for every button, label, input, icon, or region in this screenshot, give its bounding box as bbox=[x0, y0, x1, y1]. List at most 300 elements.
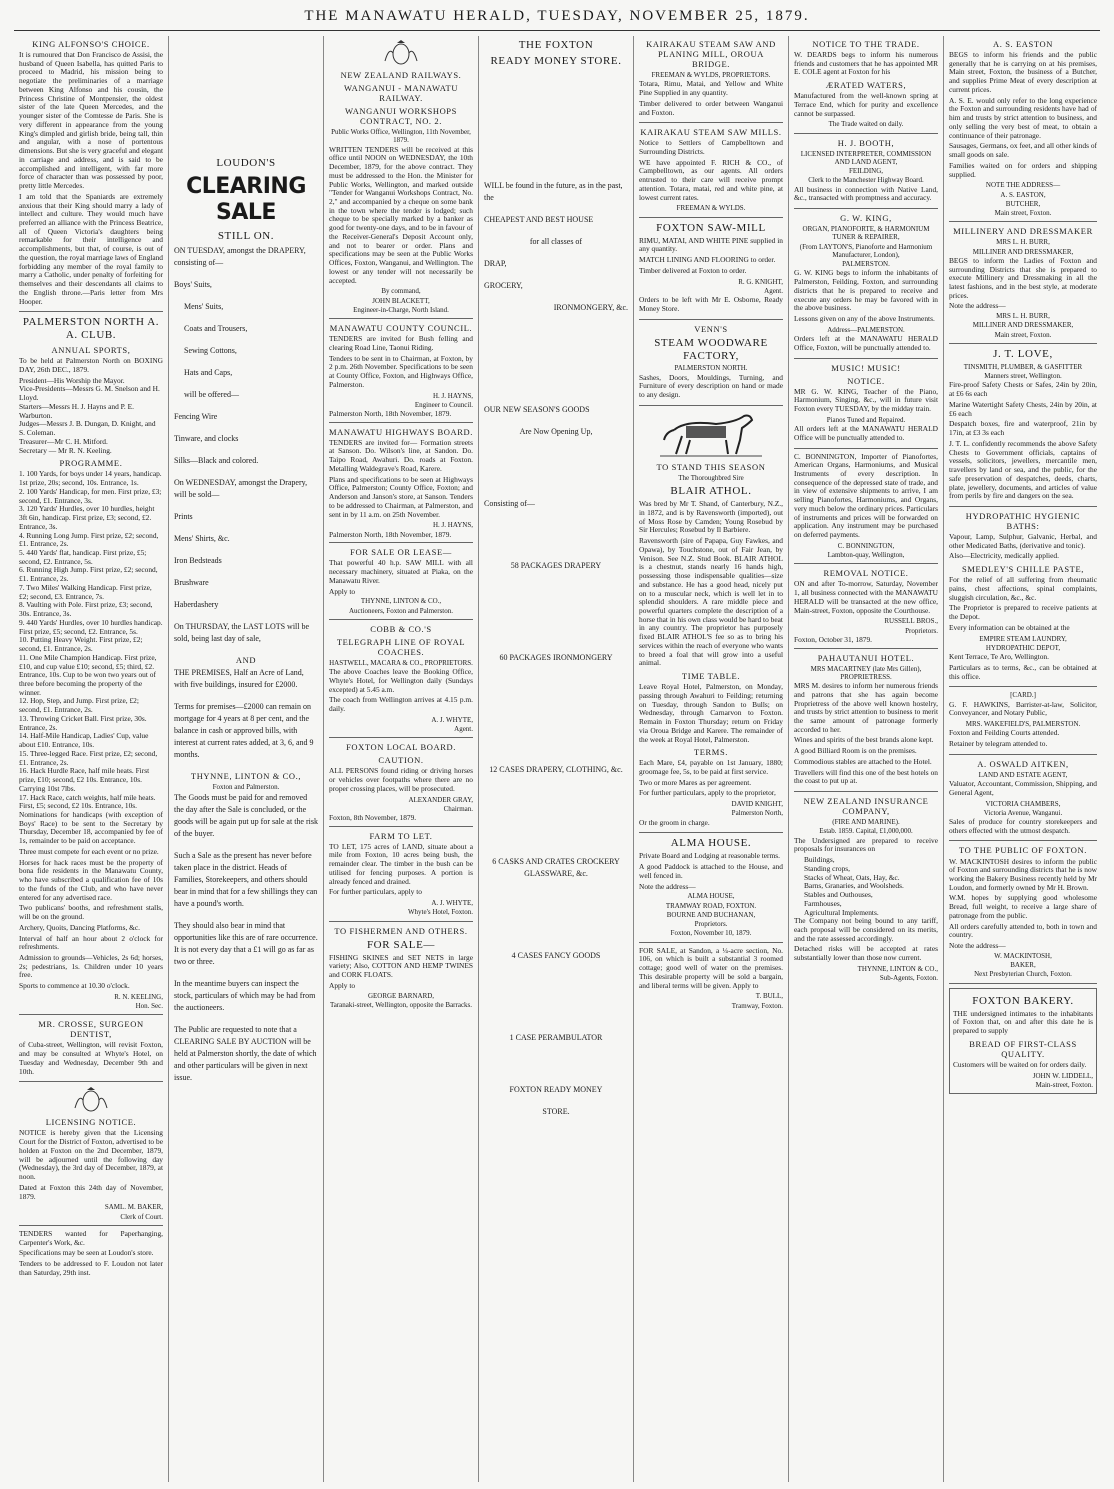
ad-subtitle: WANGANUI - MANAWATU RAILWAY. bbox=[343, 83, 459, 104]
foxton-bakery-ad bbox=[949, 988, 1097, 1094]
list-item: Mens' Shirts, &c. bbox=[174, 533, 230, 543]
ad-title: MUSIC! MUSIC! bbox=[831, 362, 901, 373]
list-item: 7. Two Miles' Walking Handicap. First prize, £2; second, £3. Entrance, 7s. bbox=[19, 582, 152, 601]
ad-text: By command, bbox=[381, 287, 421, 296]
signature: Main street, Foxton. bbox=[994, 209, 1052, 218]
ad-text: On WEDNESDAY, amongst the Drapery, will be sold— bbox=[174, 477, 308, 499]
ad-text: Fire-proof Safety Chests or Safes, 24in by 20in, at £6 6s each bbox=[949, 380, 1097, 399]
ad-text: Sports to commence at 10.30 o'clock. bbox=[19, 981, 130, 991]
ad-subtitle: READY MONEY STORE. bbox=[490, 54, 622, 67]
ad-text: Address—PALMERSTON. bbox=[827, 325, 905, 334]
list-item: 13. Throwing Cricket Ball. First prize, 30s. Entrance, 2s. bbox=[19, 713, 147, 732]
signature: JOHN W. LIDDELL, bbox=[1032, 1071, 1093, 1080]
list-item: IRONMONGERY, &c. bbox=[553, 302, 628, 312]
list-item: Stacks of Wheat, Oats, Hay, &c. bbox=[804, 872, 900, 882]
masthead: THE MANAWATU HERALD, TUESDAY, NOVEMBER 25, 1879. bbox=[304, 8, 810, 24]
ad-subtitle: ÆRATED WATERS, bbox=[825, 80, 907, 91]
list-item: 1 CASE PERAMBULATOR bbox=[509, 1032, 603, 1042]
ad-subtitle: (FIRE AND MARINE). bbox=[832, 818, 900, 827]
ad-subtitle: STEAM WOODWARE FACTORY, bbox=[654, 336, 768, 362]
ad-subtitle: The Thoroughbred Sire bbox=[678, 473, 744, 482]
ad-date: Foxton, 8th November, 1879. bbox=[329, 813, 417, 822]
column-5 bbox=[634, 36, 789, 1482]
list-item: 10. Putting Heavy Weight. First prize, £2; second, £1. Entrance, 2s. bbox=[19, 635, 143, 654]
article-title: KING ALFONSO'S CHOICE. bbox=[32, 39, 150, 49]
column-3 bbox=[324, 36, 479, 1482]
signature: MILLINER AND DRESSMAKER, bbox=[972, 321, 1074, 330]
ad-text: NOTICE is hereby given that the Licensing Court for the District of Foxton, advertised to be holden at Foxton on the 2nd December, 1879, will be adjourned until the following day (Wednesday), the 3rd day of December, 1879, at noon. bbox=[19, 1128, 163, 1182]
ad-title: A. OSWALD AITKEN, bbox=[977, 758, 1069, 769]
list-item: 17. Hack Race, catch weights, half mile heats. First, £5; second, £2 10s. Entrance, 10s. bbox=[19, 792, 156, 811]
royal-crest-icon bbox=[381, 39, 421, 67]
ad-subtitle: Manners street, Wellington. bbox=[984, 372, 1062, 381]
ad-subtitle: MRS MACARTNEY (late Mrs Gillen), PROPRIETRESS. bbox=[810, 664, 922, 681]
ad-text: THE PREMISES, Half an Acre of Land, with five buildings, insured for £2000. bbox=[174, 667, 304, 689]
ad-text: Vapour, Lamp, Sulphur, Galvanic, Herbal, and other Medicated Baths, (derivative and tonic). bbox=[949, 532, 1097, 550]
railways-ad bbox=[329, 39, 473, 319]
ad-subtitle: TINSMITH, PLUMBER, & GASFITTER bbox=[963, 362, 1083, 371]
alma-house-ad bbox=[639, 837, 783, 942]
signature: ALMA HOUSE, bbox=[687, 892, 735, 901]
ad-text: BEGS to inform his friends and the public generally that he is carrying on at his premises, Main street, Foxton, the business of a Butcher, and supplies Prime Meat of every description at current prices. bbox=[949, 50, 1097, 94]
ad-subtitle: Victoria Avenue, Wanganui. bbox=[983, 808, 1063, 817]
signature: Proprietors. bbox=[694, 920, 728, 929]
ad-subtitle: FEILDING, bbox=[848, 167, 884, 176]
ad-text: Manufactured from the well-known spring at Terrace End, which for purity and excellence cannot be surpassed. bbox=[794, 91, 938, 118]
ad-text: Apply to bbox=[329, 980, 356, 990]
signature: Chairman. bbox=[443, 804, 473, 813]
list-item: 6 CASKS AND CRATES CROCKERY GLASSWARE, &c. bbox=[492, 856, 620, 878]
list-item: 3. 120 Yards' Hurdles, over 10 hurdles, height 3ft 6in, handicap. First prize, £3; second, £2. Entrance, 3s. bbox=[19, 504, 155, 531]
list-item: 58 PACKAGES DRAPERY bbox=[510, 560, 602, 570]
ad-title: TO THE PUBLIC OF FOXTON. bbox=[959, 845, 1087, 856]
clearing-sale-heading: CLEARING SALE bbox=[186, 173, 306, 225]
column-1 bbox=[14, 36, 169, 1482]
ad-title: LOUDON'S bbox=[216, 157, 276, 169]
list-item: Treasurer—Mr C. H. Mitford. bbox=[19, 436, 108, 446]
ad-text: Specifications may be seen at Loudon's store. bbox=[19, 1248, 154, 1258]
ad-text: Tenders to be sent in to Chairman, at Foxton, by 2 p.m. 26th November. Specifications to be seen at County Office, Foxton, and Highways Office, Palmerston. bbox=[329, 353, 473, 389]
list-item: 6. Running High Jump. First prize, £2; second, £1. Entrance, 2s. bbox=[19, 565, 158, 584]
ad-title: MANAWATU COUNTY COUNCIL. bbox=[329, 323, 473, 334]
ad-subtitle: VICTORIA CHAMBERS, bbox=[985, 799, 1061, 808]
ad-title: TO STAND THIS SEASON bbox=[656, 461, 766, 472]
ad-date: Foxton, October 31, 1879. bbox=[794, 634, 873, 644]
spacer bbox=[484, 1054, 628, 1084]
ad-subtitle: ORGAN, PIANOFORTE, & HARMONIUM TUNER & REPAIRER, bbox=[802, 225, 930, 242]
ad-text: Totara, Rimu, Matai, and Yellow and White Pine Supplied in any quantity. bbox=[639, 79, 783, 98]
blair-athol-ad bbox=[639, 410, 783, 834]
list-item: 60 PACKAGES IRONMONGERY bbox=[499, 652, 613, 662]
ad-text: Travellers will find this one of the best hotels on the coast to put up at. bbox=[794, 767, 938, 786]
ad-title: KAIRAKAU STEAM SAW AND PLANING MILL, OROUA BRIDGE. bbox=[646, 39, 776, 70]
ad-text: Valuator, Accountant, Commission, Shipping, and General Agent, bbox=[949, 779, 1097, 797]
ad-text: Horses for hack races must be the property of bona fide residents in the Manawatu County, who have subscribed a qualification fee of 10s to the funds of the Club, and who have never entered for any advertised race. bbox=[19, 857, 163, 902]
ad-text: A good Billiard Room is on the premises. bbox=[794, 746, 917, 756]
kairakau-mills-notice bbox=[639, 127, 783, 217]
signature: THYNNE, LINTON & CO., bbox=[360, 597, 442, 606]
aitken-agent-ad bbox=[949, 759, 1097, 842]
ad-subtitle: HYDROPATHIC DEPOT, bbox=[985, 643, 1061, 652]
list-item: 16. Hack Hurdle Race, half mile heats. First prize, £10; second, £2 10s. Entrance, 10s. Carrying 10st 7lbs. bbox=[19, 766, 150, 793]
ad-text: All orders left at the MANAWATU HERALD Office will be punctually attended to. bbox=[794, 424, 938, 442]
signature: Tramway, Foxton. bbox=[731, 1001, 783, 1010]
insurance-ad bbox=[794, 796, 938, 986]
list-item: Iron Bedsteads bbox=[174, 555, 222, 565]
ad-subtitle: MRS. WAKEFIELD'S, PALMERSTON. bbox=[965, 720, 1081, 729]
ad-subtitle: PALMERSTON. bbox=[842, 260, 890, 269]
ad-title: FOXTON SAW-MILL bbox=[656, 221, 766, 234]
ad-title: THE FOXTON bbox=[518, 39, 594, 51]
officials-list bbox=[19, 377, 163, 456]
ad-text: Notice to Settlers of Campbelltown and Surrounding Districts. bbox=[639, 138, 783, 156]
list-item: Vice-Presidents—Messrs G. M. Snelson and H. Lloyd. bbox=[19, 384, 160, 403]
programme-title: PROGRAMME. bbox=[59, 458, 123, 469]
column-7 bbox=[944, 36, 1102, 1482]
ad-text: Two or more Mares as per agreement. bbox=[639, 777, 752, 787]
ad-text: MATCH LINING AND FLOORING to order. bbox=[639, 255, 776, 265]
ad-title: ALMA HOUSE. bbox=[670, 837, 752, 850]
ad-text: Retainer by telegram attended to. bbox=[949, 739, 1048, 749]
signature: H. J. HAYNS, bbox=[432, 391, 473, 400]
county-council-ad bbox=[329, 323, 473, 423]
ad-subtitle: BREAD OF FIRST-CLASS QUALITY. bbox=[969, 1038, 1077, 1059]
ad-text: Orders to be left with Mr E. Osborne, Ready Money Store. bbox=[639, 295, 783, 313]
signature: Palmerston North, bbox=[731, 809, 783, 818]
cobb-coaches-ad bbox=[329, 624, 473, 738]
footer-line: FOXTON READY MONEY bbox=[509, 1084, 603, 1094]
list-item: President—His Worship the Mayor. bbox=[19, 375, 125, 385]
ad-date: Public Works Office, Wellington, 11th November, 1879. bbox=[331, 128, 471, 145]
hydropathic-ad bbox=[949, 511, 1097, 687]
ad-text: The Trade waited on daily. bbox=[828, 120, 904, 129]
ad-subtitle: STILL ON. bbox=[217, 229, 275, 242]
ad-text: All business in connection with Native Land, &c., transacted with promptness and accuracy. bbox=[794, 184, 938, 203]
ad-text: RIMU, MATAI, AND WHITE PINE supplied in any quantity. bbox=[639, 235, 783, 254]
signature: Next Presbyterian Church, Foxton. bbox=[974, 970, 1072, 979]
ad-text: The Proprietor is prepared to receive patients at the Depot. bbox=[949, 603, 1097, 622]
list-item: Prints bbox=[174, 511, 193, 521]
list-item: will be offered— bbox=[184, 389, 239, 399]
ad-text: Plans and specifications to be seen at Highways Office, Palmerston; County Office, Foxton; and Anderson and Janson's store, at Sanson. Tenders to be addressed to Chairman, at Palmerston, and sent in by 11 a.m. on 25th November. bbox=[329, 474, 473, 519]
ad-text: Such a Sale as the present has never before taken place in the district. Heads of Families, Storekeepers, and others should bear in mind that for a few shillings they can have a pound's worth. bbox=[174, 851, 318, 909]
ad-title: TO FISHERMEN AND OTHERS. bbox=[334, 925, 468, 936]
love-tinsmith-ad bbox=[949, 348, 1097, 507]
signature: Whyte's Hotel, Foxton. bbox=[407, 908, 473, 917]
list-item: 11. One Mile Champion Handicap. First prize, £10, and cup value £10; second, £5; third, £2. Entrance, 10s. Cup to be won two years out of three before becoming the property of the winner. bbox=[19, 652, 157, 697]
list-item: GROCERY, bbox=[484, 280, 523, 290]
ad-text: The Company not being bound to any tariff, each proposal will be considered on its merits, and the rate assessed accordingly. bbox=[794, 916, 938, 943]
signature: Agent. bbox=[764, 286, 783, 295]
ad-text: Sausages, Germans, ox feet, and all other kinds of small goods on sale. bbox=[949, 141, 1097, 160]
ad-subtitle: NOTICE. bbox=[847, 375, 885, 386]
ad-text: WE have appointed F. RICH & CO., of Campbelltown, as our agents. All orders entrusted to their care will receive prompt attention. Totara, matai, red and white pine, at lowest current rates. bbox=[639, 157, 783, 202]
list-item: 4. Running Long Jump. First prize, £2; second, £1. Entrance, 2s. bbox=[19, 530, 159, 549]
column-6 bbox=[789, 36, 944, 1482]
signature: RUSSELL BROS., bbox=[884, 617, 938, 626]
list-item: Sewing Cottons, bbox=[184, 345, 237, 355]
ad-title: G. W. KING, bbox=[840, 213, 892, 224]
pahautanui-hotel-ad bbox=[794, 653, 938, 793]
list-item: Coats and Trousers, bbox=[184, 323, 248, 333]
kairakau-mill-ad bbox=[639, 39, 783, 123]
spacer bbox=[484, 582, 628, 652]
ad-text: Each Mare, £4, payable on 1st January, 1880; groomage fee, 5s, to be paid at first service. bbox=[639, 758, 783, 777]
signature: R. G. KNIGHT, bbox=[738, 277, 783, 286]
ad-text: CHEAPEST AND BEST HOUSE bbox=[484, 214, 594, 224]
ad-text: FOR SALE, at Sandon, a ¼-acre section, No. 106, on which is built a substantial 3 roomed cottage; good well of water on the premises. This desirable property will be sold a bargain, and liberal terms will be given. Apply to bbox=[639, 945, 783, 990]
removal-notice-ad bbox=[794, 568, 938, 648]
ad-title: NOTICE TO THE TRADE. bbox=[812, 39, 920, 49]
ad-text: Dated at Foxton this 24th day of November, 1879. bbox=[19, 1182, 163, 1201]
list-item: 8. Vaulting with Pole. First prize, £3; second, 30s. Entrance, 3s. bbox=[19, 600, 153, 619]
ad-subtitle: CAUTION. bbox=[378, 755, 424, 766]
ad-title: PALMERSTON NORTH A. A. CLUB. bbox=[22, 316, 160, 342]
ad-subtitle: WANGANUI WORKSHOPS CONTRACT, NO. 2. bbox=[345, 106, 457, 127]
spacer bbox=[484, 70, 628, 180]
ad-text: Or the groom in charge. bbox=[639, 817, 710, 827]
ad-title: FOXTON BAKERY. bbox=[972, 994, 1074, 1007]
ad-subtitle: Estab. 1859. Capital, £1,000,000. bbox=[819, 827, 913, 836]
signature: BUTCHER, bbox=[1005, 199, 1041, 208]
venn-factory-ad bbox=[639, 324, 783, 406]
ad-text: NOTE THE ADDRESS— bbox=[985, 181, 1061, 190]
ad-text: On THURSDAY, the LAST LOTS will be sold, being last day of sale, bbox=[174, 621, 310, 643]
list-item: 15. Three-legged Race. First prize, £2; second, £1. Entrance, 2s. bbox=[19, 748, 158, 767]
ad-text: Timber delivered at Foxton to order. bbox=[639, 265, 747, 275]
masthead-rule bbox=[14, 30, 1100, 31]
ad-subtitle: SMEDLEY'S CHILLE PASTE, bbox=[962, 564, 1084, 575]
ad-text: Lessons given on any of the above Instruments. bbox=[794, 314, 935, 324]
signature: TRAMWAY ROAD, FOXTON. bbox=[665, 901, 757, 910]
ad-text: Timber delivered to order between Wanganui and Foxton. bbox=[639, 98, 783, 117]
ad-text: Wines and spirits of the best brands alone kept. bbox=[794, 735, 934, 745]
ad-text: For further particulars, apply to bbox=[329, 887, 422, 897]
ad-date: Palmerston North, 18th November, 1879. bbox=[329, 529, 452, 539]
horse-engraving-icon bbox=[656, 410, 766, 458]
list-item: Buildings, bbox=[804, 855, 835, 865]
ad-text: The Undersigned are prepared to receive proposals for insurances on bbox=[794, 835, 938, 854]
list-item: Mens' Suits, bbox=[184, 301, 224, 311]
ad-text: Orders left at the MANAWATU HERALD Office, Foxton, will be punctually attended to. bbox=[794, 334, 938, 352]
bonnington-ad bbox=[794, 453, 938, 565]
ad-text: Sashes, Doors, Mouldings, Turning, and Furniture of every description on hand or made to any design. bbox=[639, 372, 783, 400]
ad-text: Marine Watertight Safety Chests, 24in by 20in, at £6 each bbox=[949, 399, 1097, 418]
list-item: 14. Half-Mile Handicap, Ladies' Cup, value about £10. Entrance, 10s. bbox=[19, 731, 149, 750]
ad-text: Interval of half an hour about 2 o'clock for refreshments. bbox=[19, 933, 163, 952]
list-item: 1. 100 Yards, for boys under 14 years, handicap. 1st prize, 20s; second, 10s. Entrance, 1s. bbox=[19, 469, 162, 488]
sports-ad bbox=[19, 316, 163, 1015]
signature: Engineer-in-Charge, North Island. bbox=[353, 305, 449, 314]
ad-text: Private Board and Lodging at reasonable terms. bbox=[639, 851, 780, 861]
ad-text: THE undersigned intimates to the inhabitants of Foxton that, on and after this date he is prepared to supply bbox=[953, 1008, 1093, 1036]
signature: A. J. WHYTE, bbox=[431, 899, 473, 908]
list-item: DRAP, bbox=[484, 258, 507, 268]
ad-text: Was bred by Mr T. Shand, of Canterbury, N.Z., in 1872, and is by Ravensworth (imported), out of Moss Rose by Camden; Young Rosebud by Sir Hercules; Rosebud by Il Barbiere. bbox=[639, 499, 783, 535]
signature: H. J. HAYNS, bbox=[432, 521, 473, 530]
signature: T. BULL, bbox=[755, 992, 783, 1001]
ad-text: Archery, Quoits, Dancing Platforms, &c. bbox=[19, 922, 141, 932]
ad-title: FOR SALE OR LEASE— bbox=[350, 547, 452, 558]
spacer bbox=[484, 448, 628, 498]
ad-text: C. BONNINGTON, Importer of Pianofortes, American Organs, Harmoniums, and Musical Instruments of every description. In consequence of the depressed state of trade, and in view of extensive shipments to arrive, I am selling Pianofortes, Harmoniums, and Organs, very much below the ordinary prices. Particulars of instruments and prices will be forwarded on application. Any instrument may be purchased on deferred payments. bbox=[794, 451, 938, 540]
ad-text: ON and after To-morrow, Saturday, November 1, all business connected with the MANAWATU HERALD will be transacted at the new office, Main-street, Foxton, opposite the Courthouse. bbox=[794, 579, 938, 615]
list-item: Boys' Suits, bbox=[174, 279, 212, 289]
ad-subtitle: FOR SALE— bbox=[366, 938, 436, 951]
ad-text: Admission to grounds—Vehicles, 2s 6d; horses, 2s; pedestrians, 1s. Children under 10 years free. bbox=[19, 953, 163, 980]
ad-text: of Cuba-street, Wellington, will revisit Foxton, and may be consulted at Whyte's Hotel, on Tuesday and Wednesday, December 9th and 10th. bbox=[19, 1040, 163, 1076]
programme-list bbox=[19, 470, 163, 811]
ad-text: TENDERS are invited for Bush felling and clearing Road Line, Taonui Riding. bbox=[329, 334, 473, 352]
signature: Sub-Agents, Foxton. bbox=[879, 974, 938, 983]
sandon-sale-ad bbox=[639, 947, 783, 1014]
ad-text: Every information can be obtained at the bbox=[949, 622, 1070, 632]
signature: W. MACKINTOSH, bbox=[994, 951, 1052, 960]
columns bbox=[14, 36, 1102, 1482]
fishermen-ad bbox=[329, 926, 473, 1013]
ad-text: G. F. HAWKINS, Barrister-at-law, Solicitor, Conveyancer, and Notary Public, bbox=[949, 699, 1097, 718]
list-item: Tinware, and clocks bbox=[174, 433, 239, 443]
article-text: I am told that the Spaniards are extremely anxious that their King should marry a lady of intellect and culture. They would much have preferred an alliance with the Princess Beatrice, all of Queen Victoria's daughters being remarkable for their intelligence and accomplishments, but that, of course, is out of the question, the royal marriage laws of England forbidding any member of the royal family to marry a Catholic, under penalty of forfeiting for themselves and their descendants all claims to the English throne.—Paris letter from Mrs Hooper. bbox=[19, 191, 163, 306]
ad-text: TENDERS are invited for— Formation streets at Sanson. Do. Wilson's line, at Sandon. Do. Taipo Road, Awahuri. Do. roads at Foxton. Metalling Waldegrave's Road, Karere. bbox=[329, 437, 473, 473]
hawkins-card-ad bbox=[949, 691, 1097, 754]
list-item: OUR NEW SEASON'S GOODS bbox=[484, 404, 590, 414]
mackintosh-bakery-ad bbox=[949, 845, 1097, 983]
ad-text: BEGS to inform the Ladies of Foxton and surrounding Districts that she is prepared to execute Millinery and Dressmaking in all the latest fashions, and in the best style, at moderate prices. bbox=[949, 255, 1097, 300]
signature: BOURNE AND BUCHANAN, bbox=[666, 910, 756, 919]
ad-title: FARM TO LET. bbox=[369, 830, 433, 841]
footer-line: STORE. bbox=[542, 1106, 570, 1116]
ad-text: The above Coaches leave the Booking Office, Whyte's Hotel, for Wellington daily (Sundays excepted) at 5.45 a.m. bbox=[329, 667, 473, 694]
ad-text: Tenders to be addressed to F. Loudon not later than Saturday, 29th inst. bbox=[19, 1259, 163, 1277]
ad-text: That powerful 40 h.p. SAW MILL with all necessary machinery, situated at Piaka, on the Manawatu River. bbox=[329, 558, 473, 585]
ad-subtitle: MRS L. H. BURR, bbox=[996, 238, 1050, 247]
ad-title: A. S. EASTON bbox=[993, 39, 1053, 49]
easton-butcher-ad bbox=[949, 39, 1097, 222]
ad-text: In the meantime buyers can inspect the stock, particulars of which may be had from the auctioneers. bbox=[174, 979, 316, 1013]
list-item: Brushware bbox=[174, 577, 209, 587]
ad-text: Also—Electricity, medically applied. bbox=[949, 551, 1059, 561]
ad-title: NEW ZEALAND RAILWAYS. bbox=[340, 70, 462, 80]
ad-text: Pianos Tuned and Repaired. bbox=[826, 415, 906, 424]
list-item: Judges—Messrs J. B. Dungan, D. Knight, and S. Coleman. bbox=[19, 419, 156, 438]
ad-text: Terms for premises—£2000 can remain on mortgage for 4 years at 8 per cent, and the balance in cash or approved bills, with interest at current rates added, at 3, 6, and 9 months. bbox=[174, 701, 314, 759]
ad-text: FISHING SKINES and SET NETS in large variety; Also, COTTON AND HEMP TWINES and CORK FLOATS. bbox=[329, 952, 473, 980]
ad-text: Apply to bbox=[329, 586, 356, 596]
ad-text: for all classes of bbox=[529, 236, 583, 246]
ad-title: J. T. LOVE, bbox=[993, 347, 1053, 360]
signature: FREEMAN & WYLDS. bbox=[676, 204, 746, 213]
ad-text: A. S. E. would only refer to the long experience the Foxton and surrounding residents have had of him and trusts by strict attention to business, and only selling the very best of meat, to obtain a continuance of their patronage. bbox=[949, 95, 1097, 140]
ad-text: W. MACKINTOSH desires to inform the public of Foxton and surrounding districts that he is now working the Bakery Business recently held by Mr Loudon, and formerly owned by Mr H. Brown. bbox=[949, 856, 1097, 892]
list-item: Hats and Caps, bbox=[184, 367, 233, 377]
music-notice-ad bbox=[794, 363, 938, 449]
ad-title: FOXTON LOCAL BOARD. bbox=[346, 742, 456, 753]
list-item: Haberdashery bbox=[174, 599, 219, 609]
ad-subtitle: (From LAYTON'S, Pianoforte and Harmonium Manufacturer, London), bbox=[799, 242, 933, 259]
ad-text: J. T. L. confidently recommends the above Safety Chests to Government officials, captains of vessels, solicitors, jewellers, mercantile men, travellers by land or sea, and the public, for the safe preservation of despatches, deeds, charts, plate, jewellery, documents, and articles of value from perils by fire and dangers on the sea. bbox=[949, 438, 1097, 501]
ad-text: Customers will be waited on for orders daily. bbox=[953, 1059, 1087, 1069]
ad-title: LICENSING NOTICE. bbox=[45, 1117, 137, 1128]
column-4 bbox=[479, 36, 634, 1482]
ad-text: Ravensworth (sire of Papapa, Guy Fawkes, and Opawa), by Touchstone, out of Fair Jean, by Venison. See N.Z. Stud Book. BLAIR ATHOL is a chestnut, stands nearly 16 hands high, possessing those indispensable qualities—size and substance. He has a good head, nicely put on to a muscular neck, which is well let in to splendid shoulders. A rare middle piece and powerful quarters complete the description of a horse that in his own class would be hard to beat in any country. The proprietor has purposely fixed BLAIR ATHOL'S fee so as to bring his services within the reach of everyone who wants to breed a foal that will grow into a useful animal. bbox=[639, 536, 783, 668]
ad-text: WILL be found in the future, as in the past, the bbox=[484, 180, 623, 202]
signature: Engineer to Council. bbox=[414, 400, 473, 409]
ad-text: Foxton and Feilding Courts attended. bbox=[949, 728, 1060, 738]
ad-subtitle: ANNUAL SPORTS, bbox=[51, 345, 131, 356]
signature: Main-street, Foxton. bbox=[1035, 1080, 1093, 1089]
ad-text: They should also bear in mind that opportunities like this are of rare occurrence. It is not every day that a £1 will go as far as two or three. bbox=[174, 921, 318, 967]
spacer bbox=[484, 972, 628, 1032]
ad-subtitle: EMPIRE STEAM LAUNDRY, bbox=[979, 634, 1067, 643]
ad-text: The Goods must be paid for and removed the day after the Sale is concluded, or the goods will be again put up for sale at the risk of the buyer. bbox=[174, 793, 318, 839]
signature: A. J. WHYTE, bbox=[431, 715, 473, 724]
ad-text: For the relief of all suffering from rheumatic pains, chest affections, spinal complaints, sluggish circulation, &c., &c. bbox=[949, 575, 1097, 602]
ad-text: The coach from Wellington arrives at 4.15 p.m. daily. bbox=[329, 695, 473, 714]
ad-text: Particulars as to terms, &c., can be obtained at this office. bbox=[949, 662, 1097, 681]
ad-text: W. DEARDS begs to inform his numerous friends and customers that he has appointed MR E. COLE agent at Foxton for his bbox=[794, 50, 938, 77]
dentist-ad bbox=[19, 1019, 163, 1082]
signature: Hon. Sec. bbox=[135, 1002, 163, 1011]
farm-to-let-ad bbox=[329, 831, 473, 922]
list-item: Agricultural Implements. bbox=[804, 907, 879, 917]
list-item: 12. Hop, Step, and Jump. First prize, £2; second, £1. Entrance, 2s. bbox=[19, 696, 139, 715]
ad-text: Consisting of— bbox=[484, 498, 535, 508]
ad-title: VENN'S bbox=[694, 323, 728, 334]
firm-name: THYNNE, LINTON & CO., bbox=[190, 770, 302, 781]
column-2 bbox=[169, 36, 324, 1482]
signature: Auctioneers, Foxton and Palmerston. bbox=[348, 606, 453, 615]
spacer bbox=[174, 36, 318, 154]
ad-subtitle: TIME TABLE. bbox=[681, 671, 741, 682]
signature: Proprietors. bbox=[905, 626, 938, 635]
list-item: Farmhouses, bbox=[804, 898, 842, 908]
ad-subtitle: LAND AND ESTATE AGENT, bbox=[978, 770, 1068, 779]
ad-subtitle: FREEMAN & WYLDS, PROPRIETORS. bbox=[651, 71, 771, 80]
signature: Main street, Foxton. bbox=[994, 330, 1052, 339]
list-item: Secretary — Mr R. N. Keeling. bbox=[19, 445, 112, 455]
ad-text: The Public are requested to note that a CLEARING SALE BY AUCTION will be held at Palmerston shortly, the date of which and other particulars will be given in next issue. bbox=[174, 1025, 317, 1083]
ad-text: Nominations for handicaps (with exception of Boys' Race) to be sent to the Secretary by Thursday, December 18, accompanied by fee of 1s, remainder to be paid on acceptance. bbox=[19, 810, 163, 846]
ad-text: MRS M. desires to inform her numerous friends and patrons that she has again become Proprietress of the above well known hostelry, and trusts by strict attention to business to merit the same amount of patronage formerly accorded to her. bbox=[794, 681, 938, 734]
spacer bbox=[484, 786, 628, 856]
signature: SAML. M. BAKER, bbox=[104, 1203, 163, 1212]
ad-subtitle: [CARD.] bbox=[1010, 691, 1036, 700]
ad-text: W.M. hopes by supplying good wholesome Bread, full weight, to receive a large share of patronage from the public. bbox=[949, 893, 1097, 920]
list-item: 5. 440 Yards' flat, handicap. First prize, £5; second, £2. Entrance, 5s. bbox=[19, 547, 147, 566]
list-item: 9. 440 Yards' Hurdles, over 10 hurdles handicap. First prize, £5; second, £2. Entrance, 5s. bbox=[19, 617, 163, 636]
list-item: Standing crops, bbox=[804, 863, 850, 873]
ad-text: MR G. W. KING, Teacher of the Piano, Harmonium, Singing, &c., will in future visit Foxton every TUESDAY, by the midday train. bbox=[794, 386, 938, 414]
ad-text: All orders carefully attended to, both in town and country. bbox=[949, 921, 1097, 940]
signature: Taranaki-street, Wellington, opposite the Barracks. bbox=[329, 1000, 473, 1009]
list-item: 12 CASES DRAPERY, CLOTHING, &c. bbox=[489, 764, 623, 774]
signature: THYNNE, LINTON & CO., bbox=[857, 964, 938, 973]
ad-text: Note the address— bbox=[639, 881, 696, 891]
ad-title: MILLINERY AND DRESSMAKER bbox=[953, 226, 1093, 237]
millinery-ad bbox=[949, 226, 1097, 344]
ad-title: REMOVAL NOTICE. bbox=[823, 568, 909, 579]
list-item: Barns, Granaries, and Woolsheds. bbox=[804, 881, 904, 891]
horse-name: BLAIR ATHOL. bbox=[670, 485, 752, 498]
signature: MRS L. H. BURR, bbox=[996, 312, 1050, 321]
licensing-notice bbox=[19, 1086, 163, 1225]
list-item: Fencing Wire bbox=[174, 411, 218, 421]
ad-text: Commodious stables are attached to the Hotel. bbox=[794, 756, 932, 766]
signature: Lambton-quay, Wellington, bbox=[827, 551, 905, 560]
ad-text: Kent Terrace, Te Aro, Wellington. bbox=[949, 652, 1049, 662]
ad-text: Two publicans' booths, and refreshment stalls, will be on the ground. bbox=[19, 903, 163, 922]
